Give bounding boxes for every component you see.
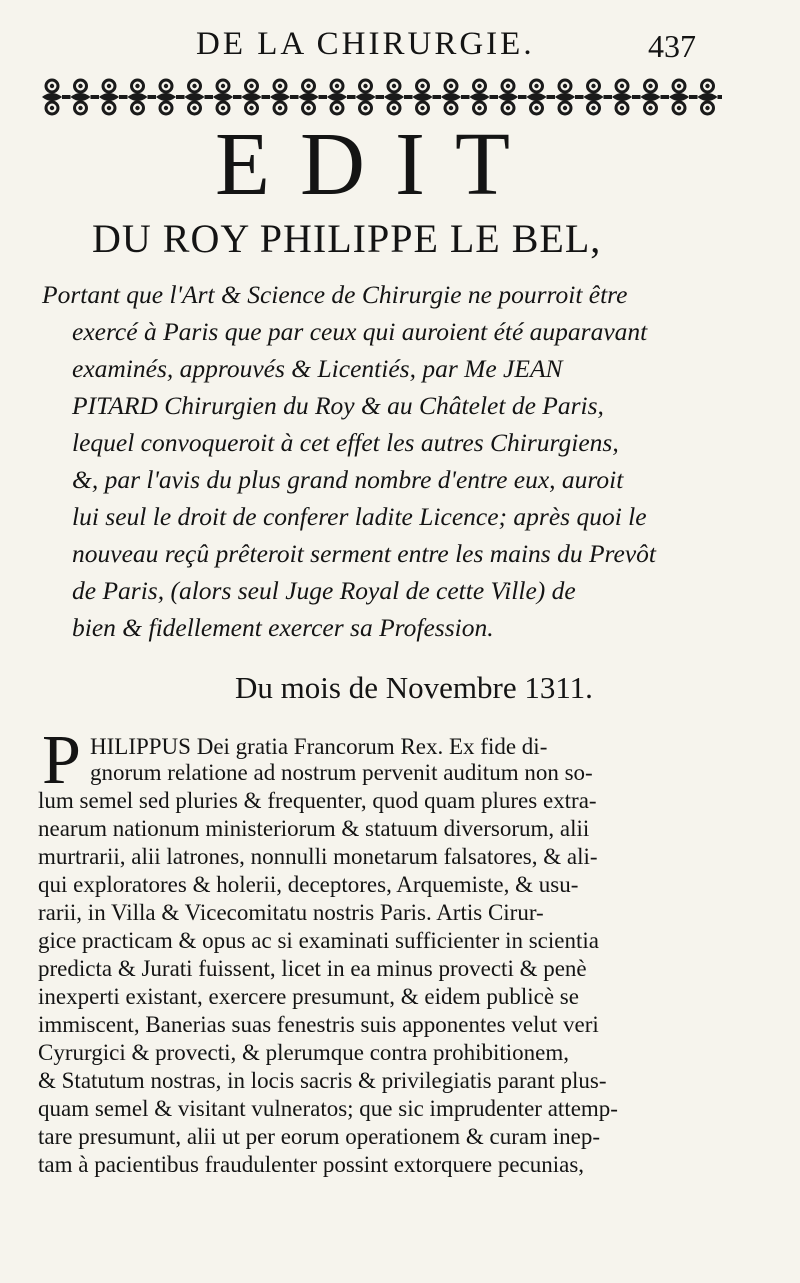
body-line: Cyrurgici & provecti, & plerumque contra prohibitionem, <box>38 1040 570 1065</box>
summary-line: exercé à Paris que par ceux qui auroient été auparavant <box>72 317 648 346</box>
body-line: tam à pacientibus fraudulenter possint extorquere pecunias, <box>38 1152 585 1177</box>
body-line: inexperti existant, exercere presumunt, & eidem publicè se <box>38 984 579 1009</box>
summary-line: de Paris, (alors seul Juge Royal de cette Ville) de <box>72 576 576 605</box>
summary-line: examinés, approuvés & Licentiés, par Me JEAN <box>72 354 563 383</box>
page-header <box>0 22 800 70</box>
body-line: quam semel & visitant vulneratos; que sic imprudenter attemp- <box>38 1096 618 1121</box>
body-line: tare presumunt, alii ut per eorum operationem & curam inep- <box>38 1124 601 1149</box>
fleuron-band-icon <box>38 75 722 119</box>
body-line: predicta & Jurati fuissent, licet in ea minus provecti & penè <box>38 956 587 981</box>
page-number: 437 <box>648 28 696 64</box>
body-line: HILIPPUS Dei gratia Francorum Rex. Ex fide di- <box>90 734 548 759</box>
summary-line: &, par l'avis du plus grand nombre d'entre eux, auroit <box>72 465 624 494</box>
summary-line: nouveau reçû prêteroit serment entre les mains du Prevôt <box>72 539 656 568</box>
body-line: & Statutum nostras, in locis sacris & privilegiatis parant plus- <box>38 1068 607 1093</box>
summary-line: Portant que l'Art & Science de Chirurgie ne pourroit être <box>42 280 628 309</box>
summary-line: PITARD Chirurgien du Roy & au Châtelet de Paris, <box>72 391 604 420</box>
drop-cap: P <box>42 722 81 799</box>
body-line: murtrarii, alii latrones, nonnulli monetarum falsatores, & ali- <box>38 844 598 869</box>
body-line: lum semel sed pluries & frequenter, quod quam plures extra- <box>38 788 597 813</box>
body-line: rarii, in Villa & Vicecomitatu nostris Paris. Artis Cirur- <box>38 900 544 925</box>
running-title: DE LA CHIRURGIE. <box>196 26 535 62</box>
body-line: immiscent, Banerias suas fenestris suis apponentes velut veri <box>38 1012 599 1037</box>
body-line: gnorum relatione ad nostrum pervenit auditum non so- <box>90 760 593 785</box>
edit-title: EDIT <box>215 115 540 214</box>
date-line: Du mois de Novembre 1311. <box>235 670 593 705</box>
summary-line: lui seul le droit de conferer ladite Licence; après quoi le <box>72 502 647 531</box>
body-line: nearum nationum ministeriorum & statuum diversorum, alii <box>38 816 590 841</box>
summary-line: bien & fidellement exercer sa Profession. <box>72 613 494 642</box>
summary-line: lequel convoqueroit à cet effet les autres Chirurgiens, <box>72 428 619 457</box>
body-line: qui exploratores & holerii, deceptores, Arquemiste, & usu- <box>38 872 579 897</box>
edit-subtitle: DU ROY PHILIPPE LE BEL, <box>92 216 602 261</box>
body-line: gice practicam & opus ac si examinati sufficienter in scientia <box>38 928 599 953</box>
